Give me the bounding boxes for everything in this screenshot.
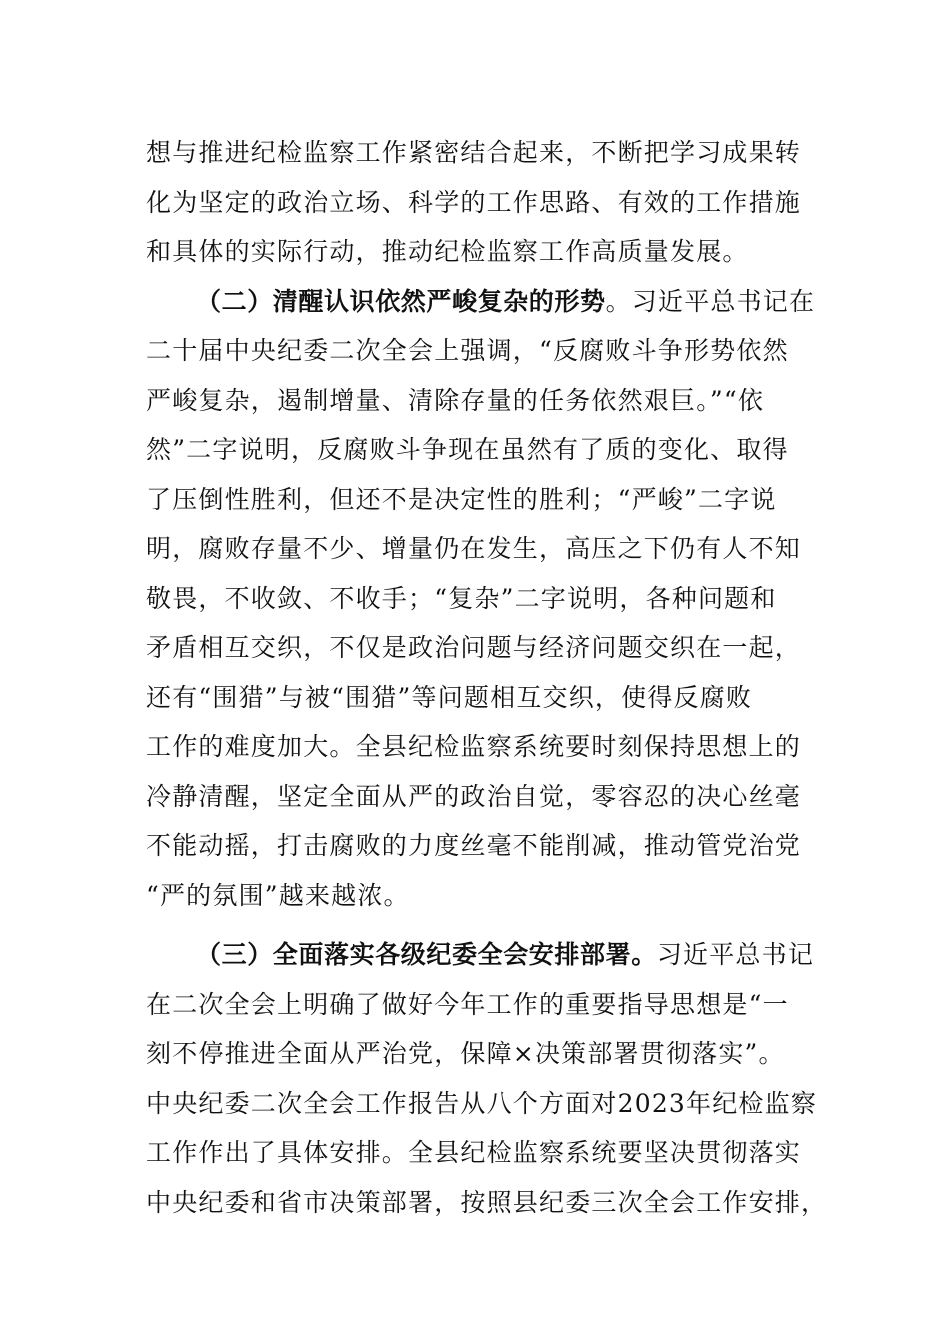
section-3-heading: （三）全面落实各级纪委全会安排部署。	[196, 940, 657, 969]
section-2-first-line	[146, 277, 816, 327]
section-2-heading: （二）清醒认识依然严峻复杂的形势	[196, 286, 606, 316]
section-3-first-line-text: 习近平总书记	[656, 940, 815, 969]
section-2-first-line-text: 。习近平总书记在	[605, 286, 816, 316]
document-body	[146, 128, 828, 1227]
section-3-first-line	[146, 930, 815, 980]
paragraph-line: 中央纪委二次全会工作报告从八个方面对2023年纪检监察	[146, 1088, 818, 1118]
paragraph-line: 工作的难度加大。全县纪检监察系统要时刻保持思想上的	[146, 732, 802, 761]
paragraph-line: 化为坚定的政治立场、科学的工作思路、有效的工作措施	[146, 187, 802, 217]
paragraph-line: 明，腐败存量不少、增量仍在发生，高压之下仍有人不知	[146, 534, 802, 563]
paragraph-line: 然”二字说明，反腐败斗争现在虽然有了质的变化、取得	[146, 435, 789, 464]
paragraph-line: 还有“围猎”与被“围猎”等问题相互交织，使得反腐败	[146, 682, 753, 712]
paragraph-line: 刻不停推进全面从严治党，保障×决策部署贯彻落实”。	[146, 1039, 785, 1068]
paragraph-gap	[146, 920, 806, 930]
paragraph-line: 了压倒性胜利，但还不是决定性的胜利；“严峻”二字说	[146, 484, 777, 514]
paragraph-line: 中央纪委和省市决策部署，按照县纪委三次全会工作安排，	[146, 1187, 828, 1217]
paragraph-line: 想与推进纪检监察工作紧密结合起来，不断把学习成果转	[146, 138, 802, 167]
paragraph-line: 不能动摇，打击腐败的力度丝毫不能削减，推动管党治党	[146, 831, 802, 860]
paragraph-line: “严的氛围”越来越浓。	[146, 880, 410, 910]
paragraph-line: 严峻复杂，遏制增量、清除存量的任务依然艰巨。”“依	[146, 385, 765, 415]
paragraph-line: 工作作出了具体安排。全县纪检监察系统要坚决贯彻落实	[146, 1138, 802, 1167]
paragraph-line: 和具体的实际行动，推动纪检监察工作高质量发展。	[146, 237, 749, 266]
paragraph-line: 敬畏，不收敛、不收手；“复杂”二字说明，各种问题和	[146, 583, 777, 613]
paragraph-line: 矛盾相互交织，不仅是政治问题与经济问题交织在一起，	[146, 633, 802, 662]
paragraph-line: 二十届中央纪委二次全会上强调，“反腐败斗争形势依然	[146, 336, 789, 365]
paragraph-line: 冷静清醒，坚定全面从严的政治自觉，零容忍的决心丝毫	[146, 781, 802, 811]
paragraph-line: 在二次全会上明确了做好今年工作的重要指导思想是“一	[146, 989, 789, 1019]
